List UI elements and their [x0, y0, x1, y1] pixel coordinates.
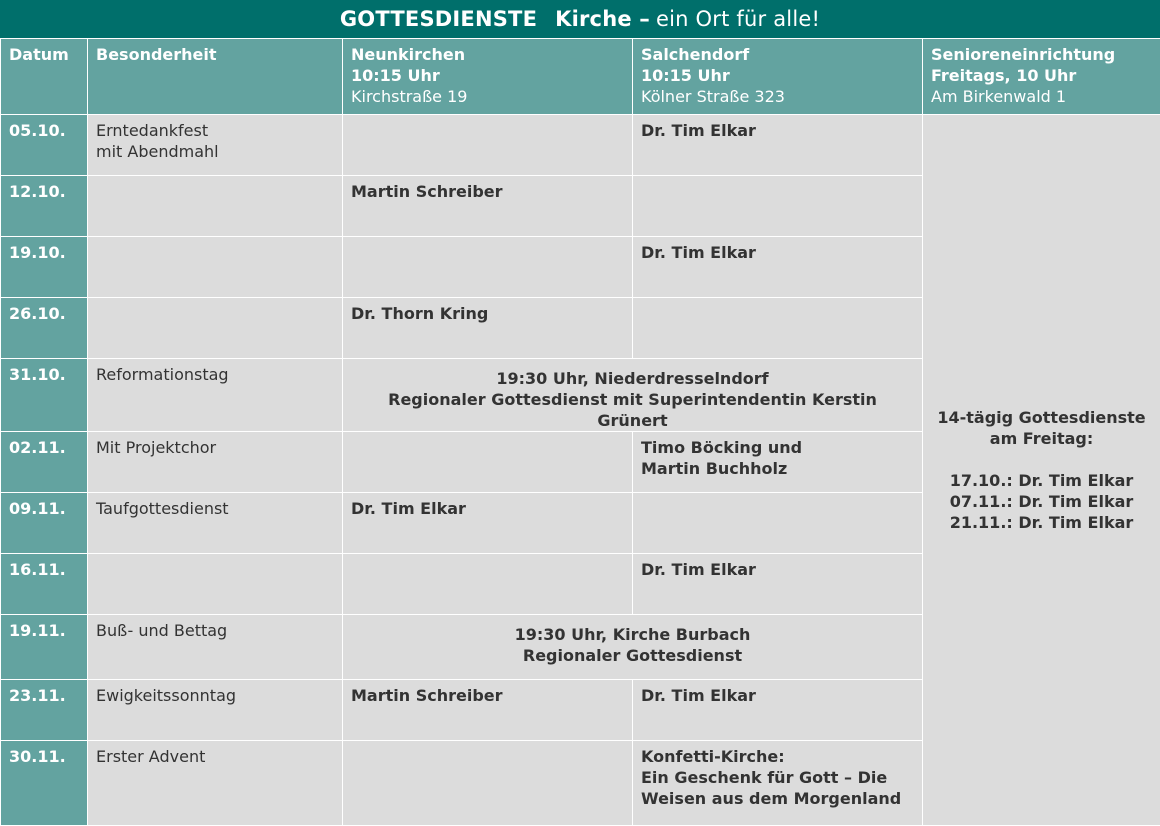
note-line: Taufgottesdienst [96, 498, 334, 519]
header-besonderheit: Besonderheit [88, 39, 343, 115]
date-cell: 19.11. [1, 615, 88, 680]
neunkirchen-cell: Dr. Thorn Kring [343, 298, 633, 359]
salchendorf-line: Weisen aus dem Morgenland [641, 788, 914, 809]
header-row [1, 39, 1160, 115]
title-main: GOTTESDIENSTE [340, 7, 537, 31]
note-cell [88, 615, 343, 680]
salchendorf-line: Dr. Tim Elkar [641, 120, 914, 141]
date-cell: 31.10. [1, 359, 88, 432]
salchendorf-cell [633, 176, 923, 237]
regional-service-line: Regionaler Gottesdienst mit Superintendentin Kerstin Grünert [351, 389, 914, 431]
salchendorf-line: Ein Geschenk für Gott – Die [641, 767, 914, 788]
salchendorf-line: Martin Buchholz [641, 458, 914, 479]
senioren-date-line: 17.10.: Dr. Tim Elkar [931, 470, 1152, 491]
date-cell: 23.11. [1, 680, 88, 741]
salchendorf-cell [633, 493, 923, 554]
salchendorf-cell [633, 432, 923, 493]
title-kirche: Kirche – [555, 7, 650, 31]
note-line: Mit Projektchor [96, 437, 334, 458]
date-cell: 05.10. [1, 115, 88, 176]
salchendorf-cell [633, 298, 923, 359]
salchendorf-line: Dr. Tim Elkar [641, 242, 914, 263]
header-senioren-time: Freitags, 10 Uhr [931, 65, 1152, 86]
neunkirchen-cell: Martin Schreiber [343, 176, 633, 237]
neunkirchen-cell [343, 432, 633, 493]
schedule-table [0, 38, 1160, 826]
salchendorf-cell [633, 237, 923, 298]
table-row [1, 115, 1160, 176]
senioren-date-line: 21.11.: Dr. Tim Elkar [931, 512, 1152, 533]
header-datum: Datum [1, 39, 88, 115]
neunkirchen-cell [343, 115, 633, 176]
note-cell [88, 741, 343, 826]
date-cell: 09.11. [1, 493, 88, 554]
header-neunkirchen [343, 39, 633, 115]
note-cell [88, 493, 343, 554]
salchendorf-line: Konfetti-Kirche: [641, 746, 914, 767]
note-line: Reformationstag [96, 364, 334, 385]
header-salchendorf [633, 39, 923, 115]
date-cell: 16.11. [1, 554, 88, 615]
header-salchendorf-time: 10:15 Uhr [641, 65, 914, 86]
header-neunkirchen-address: Kirchstraße 19 [351, 86, 624, 107]
note-cell [88, 176, 343, 237]
neunkirchen-cell [343, 554, 633, 615]
title-tagline: ein Ort für alle! [656, 7, 820, 31]
header-senioren [923, 39, 1160, 115]
date-cell: 19.10. [1, 237, 88, 298]
note-line: Erster Advent [96, 746, 334, 767]
note-cell [88, 115, 343, 176]
note-line: Erntedankfest [96, 120, 334, 141]
schedule-body [1, 115, 1160, 826]
salchendorf-cell [633, 554, 923, 615]
note-line: Buß- und Bettag [96, 620, 334, 641]
header-neunkirchen-time: 10:15 Uhr [351, 65, 624, 86]
senioren-info-cell [923, 115, 1160, 826]
date-cell: 12.10. [1, 176, 88, 237]
date-cell: 30.11. [1, 741, 88, 826]
salchendorf-line: Timo Böcking und [641, 437, 914, 458]
salchendorf-cell [633, 680, 923, 741]
note-line: Ewigkeitssonntag [96, 685, 334, 706]
neunkirchen-cell [343, 237, 633, 298]
regional-service-cell [343, 615, 923, 680]
note-cell [88, 432, 343, 493]
note-cell [88, 237, 343, 298]
date-cell: 02.11. [1, 432, 88, 493]
note-cell [88, 359, 343, 432]
senioren-info-line: am Freitag: [931, 428, 1152, 449]
regional-service-line: Regionaler Gottesdienst [351, 645, 914, 666]
spacer [931, 449, 1152, 470]
header-neunkirchen-name: Neunkirchen [351, 44, 624, 65]
note-line: mit Abendmahl [96, 141, 334, 162]
date-cell: 26.10. [1, 298, 88, 359]
salchendorf-cell [633, 115, 923, 176]
note-cell [88, 554, 343, 615]
regional-service-line: 19:30 Uhr, Kirche Burbach [351, 624, 914, 645]
header-salchendorf-name: Salchendorf [641, 44, 914, 65]
header-senioren-address: Am Birkenwald 1 [931, 86, 1152, 107]
page-title [0, 0, 1160, 38]
regional-service-line: 19:30 Uhr, Niederdresselndorf [351, 368, 914, 389]
neunkirchen-cell: Dr. Tim Elkar [343, 493, 633, 554]
neunkirchen-cell [343, 741, 633, 826]
senioren-info-line: 14-tägig Gottesdienste [931, 407, 1152, 428]
regional-service-cell [343, 359, 923, 432]
salchendorf-cell [633, 741, 923, 826]
salchendorf-line: Dr. Tim Elkar [641, 685, 914, 706]
note-cell [88, 680, 343, 741]
header-salchendorf-address: Kölner Straße 323 [641, 86, 914, 107]
header-senioren-name: Senioreneinrichtung [931, 44, 1152, 65]
senioren-date-line: 07.11.: Dr. Tim Elkar [931, 491, 1152, 512]
neunkirchen-cell: Martin Schreiber [343, 680, 633, 741]
note-cell [88, 298, 343, 359]
salchendorf-line: Dr. Tim Elkar [641, 559, 914, 580]
